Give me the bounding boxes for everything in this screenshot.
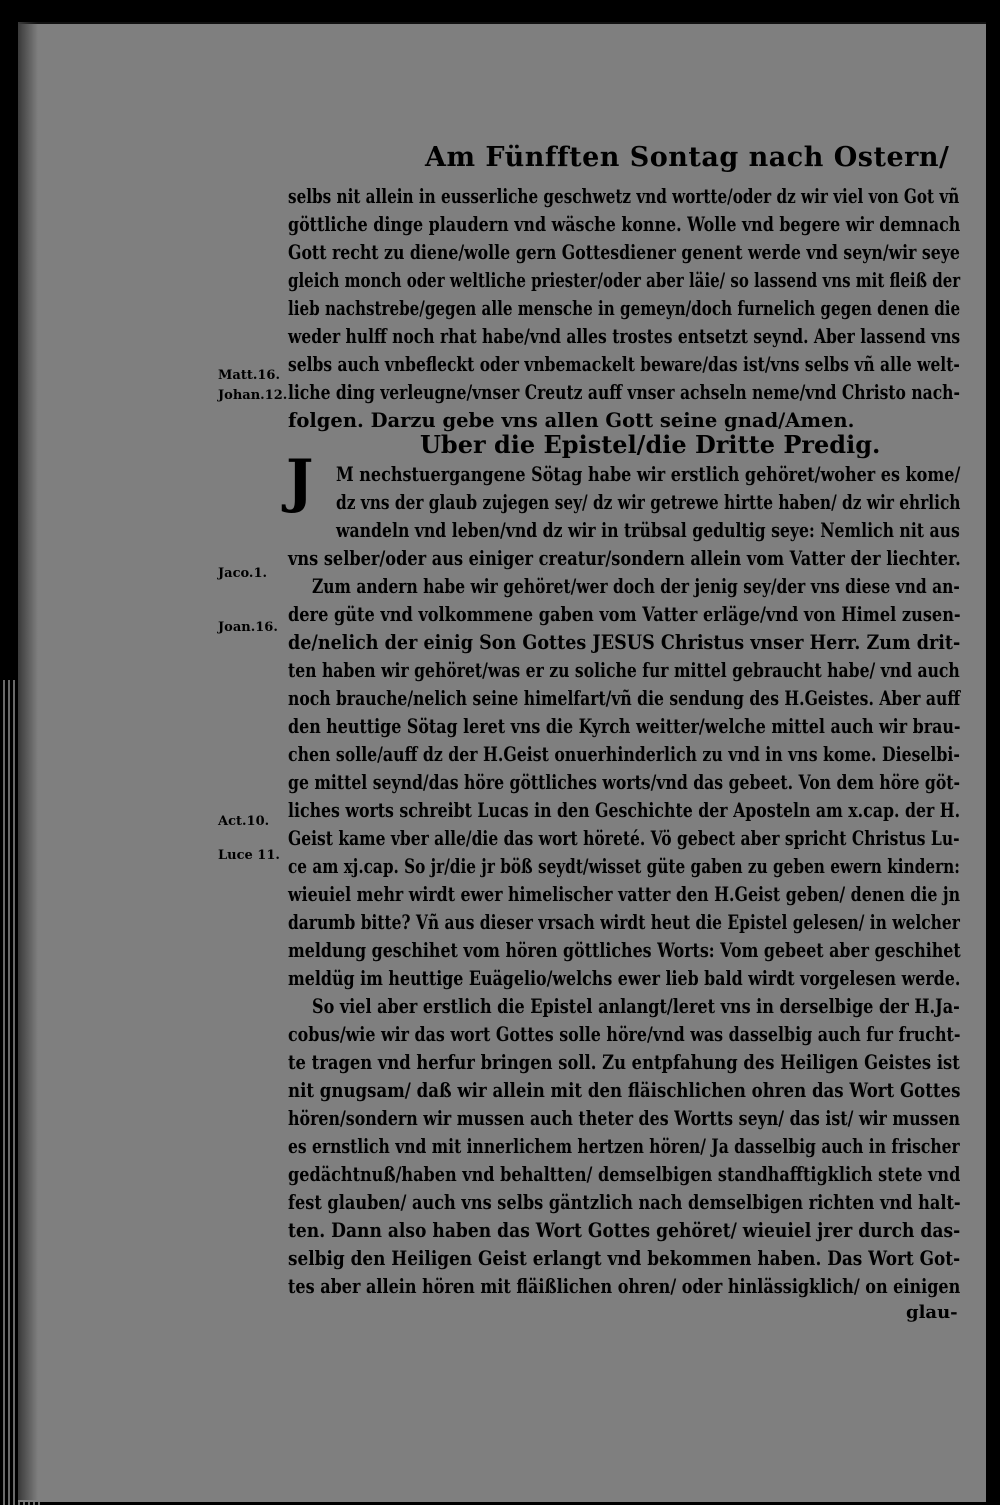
text-line: chen solle/auff dz der H.Geist onuerhinderlich zu vnd in vns kome. Dieselbi- [288,743,960,766]
text-line: dere güte vnd volkommene gaben vom Vatter erläge/vnd von Himel zusen- [288,603,961,626]
text-line: wieuiel mehr wirdt ewer himelischer vatter den H.Geist geben/ denen die jn [288,883,961,906]
text-line: ce am xj.cap. So jr/die jr böß seydt/wisset güte gaben zu geben ewern kindern: [288,855,960,878]
text-line: de/nelich der einig Son Gottes JESUS Christus vnser Herr. Zum drit- [288,631,961,654]
text-line: selbs auch vnbefleckt oder vnbemackelt beware/das ist/vns selbs vñ alle welt- [288,353,960,376]
text-line: gleich monch oder weltliche priester/oder aber läie/ so lassend vns mit fleiß der [288,269,961,292]
text-line: cobus/wie wir das wort Gottes solle höre/vnd was dasselbig auch fur frucht- [288,1023,961,1046]
text-line: nit gnugsam/ daß wir allein mit den fläischlichen ohren das Wort Gottes [288,1079,961,1102]
text-line: den heuttige Sötag leret vns die Kyrch weitter/welche mittel auch wir brau- [288,715,961,738]
text-line: meldüg im heuttige Euägelio/welchs ewer lieb bald wirdt vorgelesen werde. [288,967,961,990]
text-line: hören/sondern wir mussen auch theter des Wortts seyn/ das ist/ wir mussen [288,1107,961,1130]
text-line: ge mittel seynd/das höre göttliches worts/vnd das gebeet. Von dem höre göt- [288,771,961,794]
spine-shadow [18,22,38,1500]
text-line: vns selber/oder aus einiger creatur/sondern allein vom Vatter der liechter. [288,547,961,570]
text-line: meldung geschihet vom hören göttliches Worts: Vom gebeet aber geschihet [288,939,961,962]
text-line: ten haben wir gehöret/was er zu soliche fur mittel gebraucht habe/ vnd auch [288,659,960,682]
text-line: darumb bitte? Vñ aus dieser vrsach wirdt heut die Epistel gelesen/ in welcher [288,911,960,934]
text-line: es ernstlich vnd mit innerlichem hertzen hören/ Ja dasselbig auch in frischer [288,1135,960,1158]
text-line: göttliche dinge plaudern vnd wäsche konne. Wolle vnd begere wir demnach [288,213,961,236]
running-head: Am Fünfften Sontag nach Ostern/ [425,142,950,173]
text-line: ten. Dann also haben das Wort Gottes gehöret/ wieuiel jrer durch das- [288,1219,961,1242]
text-line: gedächtnuß/haben vnd behaltten/ demselbigen standhafftigklich stete vnd [288,1163,961,1186]
text-line: So viel aber erstlich die Epistel anlangt/leret vns in derselbige der H.Ja- [312,995,960,1018]
section-heading: Uber die Epistel/die Dritte Predig. [420,430,881,459]
margin-note: Johan.12. [218,388,288,403]
margin-note: Act.10. [218,814,270,829]
text-line: Gott recht zu diene/wolle gern Gottesdiener genent werde vnd seyn/wir seye [288,241,960,264]
margin-note: Joan.16. [218,620,278,635]
text-line: fest glauben/ auch vns selbs gäntzlich nach demselbigen richten vnd halt- [288,1191,961,1214]
margin-note: Jaco.1. [218,566,268,581]
margin-note: Luce 11. [218,848,280,863]
text-line: Geist kame vber alle/die das wort höreté. Vö gebect aber spricht Christus Lu- [288,827,960,850]
text-line: lieb nachstrebe/gegen alle mensche in gemeyn/doch furnelich gegen denen die [288,297,961,320]
text-line: M nechstuergangene Sötag habe wir erstlich gehöret/woher es kome/ [336,463,961,486]
text-line: liche ding verleugne/vnser Creutz auff vnser achseln neme/vnd Christo nach- [288,381,960,404]
text-line: wandeln vnd leben/vnd dz wir in trübsal gedultig seye: Nemlich nit aus [336,519,960,542]
text-line: folgen. Darzu gebe vns allen Gott seine gnad/Amen. [288,409,855,432]
margin-note: Matt.16. [218,368,280,383]
text-line: te tragen vnd herfur bringen soll. Zu entpfahung des Heiligen Geistes ist [288,1051,960,1074]
text-line: liches worts schreibt Lucas in den Geschichte der Aposteln am x.cap. der H. [288,799,961,822]
catchword: glau- [906,1302,958,1323]
text-line: tes aber allein hören mit fläißlichen ohren/ oder hinlässigklich/ on einigen [288,1275,961,1298]
drop-capital: J [286,447,314,515]
text-line: selbs nit allein in eusserliche geschwetz vnd wortte/oder dz wir viel von Got vñ [288,185,960,208]
text-line: weder hulff noch rhat habe/vnd alles trostes entsetzt seynd. Aber lassend vns [288,325,961,348]
text-line: selbig den Heiligen Geist erlangt vnd bekommen haben. Das Wort Got- [288,1247,961,1270]
text-line: Zum andern habe wir gehöret/wer doch der jenig sey/der vns diese vnd an- [312,575,960,598]
text-line: noch brauche/nelich seine himelfart/vñ die sendung des H.Geistes. Aber auff [288,687,961,710]
text-line: dz vns der glaub zujegen sey/ dz wir getrewe hirtte haben/ dz wir ehrlich [336,491,961,514]
